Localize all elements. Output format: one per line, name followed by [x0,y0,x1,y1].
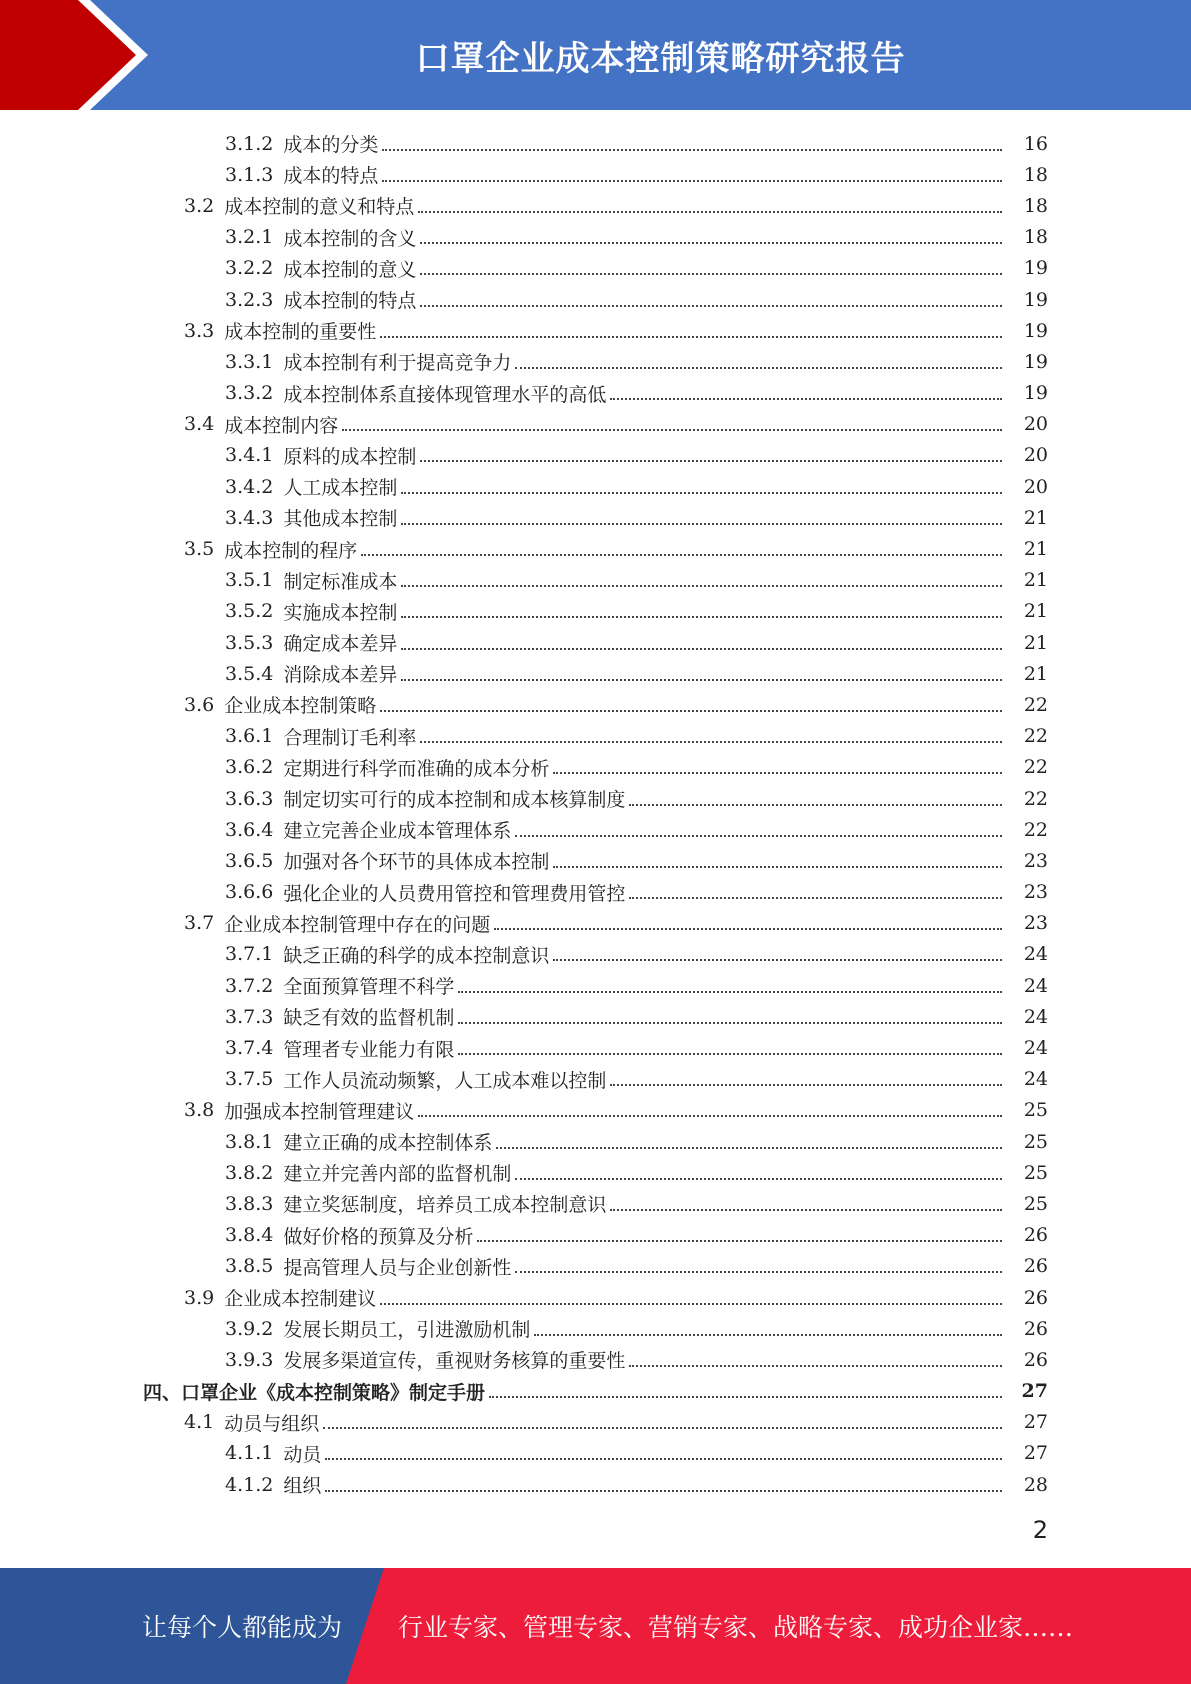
toc-entry-page: 22 [1023,756,1048,779]
toc-entry-number: 3.6 [184,693,215,716]
toc-entry-number: 3.8.2 [225,1161,274,1184]
toc-dot-leader [534,1334,1002,1336]
toc-dot-leader [610,1084,1002,1086]
toc-entry-number: 3.8.1 [225,1130,274,1153]
toc-entry-number: 3.7.1 [225,943,274,966]
header-arrow-decoration [0,0,160,110]
toc-entry-page: 27 [1021,1380,1048,1403]
toc-entry[interactable] [0,1220,1191,1251]
toc-entry-title: 成本的分类 [283,134,379,157]
toc-entry-title: 全面预算管理不科学 [283,976,455,999]
toc-entry-number: 3.7.4 [225,1037,274,1060]
toc-entry-number: 3.8 [184,1099,215,1122]
toc-entry-title: 成本控制的特点 [283,290,417,313]
toc-entry-title: 动员 [283,1443,322,1466]
toc-entry-number: 3.7 [184,912,215,935]
toc-entry[interactable] [0,721,1191,752]
toc-entry-number: 3.3.2 [225,382,274,405]
toc-entry[interactable] [0,877,1191,908]
toc-entry-page: 19 [1023,382,1048,405]
toc-dot-leader [323,1427,1002,1429]
toc-dot-leader [420,741,1002,743]
toc-entry-page: 26 [1023,1348,1048,1371]
toc-entry-page: 27 [1023,1411,1048,1434]
toc-entry-page: 25 [1023,1161,1048,1184]
toc-entry[interactable] [0,1282,1191,1313]
toc-entry-number: 4.1 [184,1411,215,1434]
toc-dot-leader [458,1053,1002,1055]
toc-entry-page: 21 [1023,662,1048,685]
toc-entry-title: 成本控制的意义 [283,258,417,281]
toc-entry-page: 22 [1023,787,1048,810]
toc-entry-page: 19 [1023,288,1048,311]
toc-entry[interactable] [0,1469,1191,1500]
toc-entry-title: 定期进行科学而准确的成本分析 [283,757,550,780]
toc-entry-number: 3.8.3 [225,1192,274,1215]
toc-entry-page: 23 [1023,912,1048,935]
toc-dot-leader [382,149,1002,151]
toc-dot-leader [496,1147,1002,1149]
toc-dot-leader [458,1022,1002,1024]
toc-entry-title: 建立并完善内部的监督机制 [283,1163,512,1186]
toc-entry[interactable] [0,471,1191,502]
toc-dot-leader [629,897,1002,899]
toc-entry-number: 3.6.1 [225,725,274,748]
toc-entry[interactable] [0,128,1191,159]
toc-entry-page: 23 [1023,881,1048,904]
toc-entry-number: 3.7.2 [225,974,274,997]
toc-entry-page: 20 [1023,475,1048,498]
toc-entry-title: 确定成本差异 [283,633,398,656]
toc-dot-leader [401,648,1002,650]
toc-dot-leader [380,710,1002,712]
toc-dot-leader [515,835,1002,837]
toc-entry-title: 组织 [283,1475,322,1498]
toc-entry[interactable] [0,440,1191,471]
toc-entry-page: 24 [1023,1068,1048,1091]
toc-entry-title: 工作人员流动频繁，人工成本难以控制 [283,1069,607,1092]
toc-dot-leader [494,928,1002,930]
toc-entry-number: 3.5.2 [225,600,274,623]
toc-entry[interactable] [0,1376,1191,1407]
toc-dot-leader [342,429,1002,431]
toc-entry-number: 3.4.1 [225,444,274,467]
toc-entry-page: 21 [1023,569,1048,592]
toc-entry[interactable] [0,658,1191,689]
toc-dot-leader [515,367,1002,369]
toc-dot-leader [418,1115,1002,1117]
toc-entry-number: 3.6.6 [225,881,274,904]
toc-entry-title: 缺乏有效的监督机制 [283,1007,455,1030]
toc-entry-title: 成本控制的意义和特点 [224,196,415,219]
page-number: 2 [1032,1516,1048,1544]
toc-entry-number: 4.1.1 [225,1442,274,1465]
toc-entry-title: 制定切实可行的成本控制和成本核算制度 [283,789,626,812]
toc-entry-title: 做好价格的预算及分析 [283,1225,474,1248]
document-title: 口罩企业成本控制策略研究报告 [415,38,906,79]
toc-entry-title: 制定标准成本 [283,570,398,593]
toc-dot-leader [418,211,1002,213]
toc-entry-title: 建立奖惩制度，培养员工成本控制意识 [283,1194,607,1217]
toc-entry[interactable] [0,1313,1191,1344]
toc-entry[interactable] [0,1095,1191,1126]
toc-dot-leader [553,866,1002,868]
toc-entry-number: 3.4.2 [225,475,274,498]
toc-entry-title: 强化企业的人员费用管控和管理费用管控 [283,882,626,905]
toc-entry-title: 加强成本控制管理建议 [224,1100,415,1123]
toc-dot-leader [458,991,1002,993]
toc-entry-number: 3.5.1 [225,569,274,592]
toc-entry[interactable] [0,315,1191,346]
toc-entry-number: 3.5 [184,538,215,561]
toc-entry-title: 成本控制有利于提高竞争力 [283,352,512,375]
toc-entry-number: 3.6.3 [225,787,274,810]
toc-entry-title: 加强对各个环节的具体成本控制 [283,851,550,874]
toc-entry[interactable] [0,1407,1191,1438]
toc-entry-title: 动员与组织 [224,1412,320,1435]
toc-entry-page: 21 [1023,600,1048,623]
toc-entry-number: 4.1.2 [225,1473,274,1496]
toc-entry-number: 3.6.2 [225,756,274,779]
toc-entry[interactable] [0,752,1191,783]
toc-entry-page: 22 [1023,725,1048,748]
toc-entry-title: 消除成本差异 [283,664,398,687]
toc-entry[interactable] [0,190,1191,221]
toc-entry[interactable] [0,346,1191,377]
toc-entry-page: 22 [1023,693,1048,716]
toc-dot-leader [610,1209,1002,1211]
toc-dot-leader [401,492,1002,494]
toc-dot-leader [610,398,1002,400]
toc-entry-page: 20 [1023,444,1048,467]
page-footer [0,1568,1191,1684]
toc-dot-leader [420,460,1002,462]
toc-entry-number: 3.1.3 [225,163,274,186]
toc-dot-leader [401,585,1002,587]
toc-dot-leader [361,554,1002,556]
toc-entry-page: 16 [1023,132,1048,155]
toc-dot-leader [489,1396,1002,1398]
toc-entry-title: 成本控制内容 [224,414,339,437]
toc-dot-leader [401,679,1002,681]
toc-entry[interactable] [0,939,1191,970]
toc-dot-leader [380,1303,1002,1305]
toc-dot-leader [477,1240,1002,1242]
toc-entry-title: 四、口罩企业《成本控制策略》制定手册 [143,1381,486,1404]
toc-entry-page: 19 [1023,257,1048,280]
toc-entry-page: 25 [1023,1099,1048,1122]
toc-dot-leader [382,180,1002,182]
toc-entry[interactable] [0,596,1191,627]
toc-entry-number: 3.6.4 [225,818,274,841]
toc-entry[interactable] [0,1126,1191,1157]
toc-entry-page: 21 [1023,631,1048,654]
toc-entry-number: 3.4 [184,413,215,436]
toc-entry-number: 3.8.5 [225,1255,274,1278]
toc-entry-number: 3.2.2 [225,257,274,280]
toc-entry-number: 3.4.3 [225,506,274,529]
toc-entry[interactable] [0,565,1191,596]
toc-entry-page: 23 [1023,849,1048,872]
toc-entry-page: 18 [1023,226,1048,249]
toc-entry-number: 3.9.3 [225,1348,274,1371]
toc-entry[interactable] [0,1064,1191,1095]
toc-entry[interactable] [0,284,1191,315]
toc-entry-page: 24 [1023,943,1048,966]
toc-entry-number: 3.9.2 [225,1317,274,1340]
toc-entry-page: 24 [1023,1005,1048,1028]
toc-entry-number: 3.2 [184,194,215,217]
toc-entry-title: 发展长期员工，引进激励机制 [283,1319,531,1342]
toc-entry-page: 18 [1023,163,1048,186]
toc-entry[interactable] [0,1188,1191,1219]
toc-entry[interactable] [0,814,1191,845]
toc-dot-leader [553,959,1002,961]
toc-entry-number: 3.3.1 [225,350,274,373]
toc-entry-page: 27 [1023,1442,1048,1465]
table-of-contents [0,128,1191,1500]
toc-entry[interactable] [0,908,1191,939]
toc-entry-title: 成本的特点 [283,165,379,188]
toc-entry-title: 成本控制的程序 [224,539,358,562]
toc-entry-page: 26 [1023,1224,1048,1247]
footer-slogan-left: 让每个人都能成为 [142,1613,343,1642]
toc-entry-title: 企业成本控制策略 [224,695,377,718]
toc-dot-leader [401,616,1002,618]
toc-dot-leader [325,1490,1002,1492]
toc-entry-title: 成本控制的重要性 [224,321,377,344]
toc-dot-leader [420,305,1002,307]
toc-entry-page: 18 [1023,194,1048,217]
toc-entry[interactable] [0,689,1191,720]
toc-entry-number: 3.7.5 [225,1068,274,1091]
toc-entry-page: 19 [1023,319,1048,342]
toc-entry-number: 3.5.4 [225,662,274,685]
toc-dot-leader [515,1271,1002,1273]
toc-entry-page: 21 [1023,538,1048,561]
toc-entry-page: 22 [1023,818,1048,841]
toc-dot-leader [401,523,1002,525]
toc-entry-title: 建立正确的成本控制体系 [283,1132,493,1155]
toc-entry-title: 实施成本控制 [283,601,398,624]
toc-entry[interactable] [0,1032,1191,1063]
toc-entry[interactable] [0,1344,1191,1375]
toc-entry-title: 缺乏正确的科学的成本控制意识 [283,944,550,967]
toc-dot-leader [380,336,1002,338]
toc-entry-page: 25 [1023,1192,1048,1215]
toc-entry-page: 24 [1023,974,1048,997]
toc-entry-title: 成本控制的含义 [283,227,417,250]
toc-dot-leader [420,273,1002,275]
toc-entry[interactable] [0,409,1191,440]
toc-entry[interactable] [0,1438,1191,1469]
footer-slogan-right: 行业专家、管理专家、营销专家、战略专家、成功企业家…… [398,1613,1074,1642]
toc-entry[interactable] [0,1157,1191,1188]
toc-entry-page: 26 [1023,1286,1048,1309]
toc-entry[interactable] [0,253,1191,284]
toc-entry-title: 成本控制体系直接体现管理水平的高低 [283,383,607,406]
toc-dot-leader [629,1365,1002,1367]
toc-entry-page: 21 [1023,506,1048,529]
toc-entry[interactable] [0,627,1191,658]
toc-entry[interactable] [0,378,1191,409]
toc-entry-number: 3.1.2 [225,132,274,155]
page-header [0,0,1191,110]
toc-entry-number: 3.2.3 [225,288,274,311]
toc-entry-number: 3.7.3 [225,1005,274,1028]
toc-entry-title: 企业成本控制管理中存在的问题 [224,913,491,936]
toc-entry-title: 建立完善企业成本管理体系 [283,820,512,843]
toc-entry-page: 26 [1023,1255,1048,1278]
toc-entry-title: 合理制订毛利率 [283,726,417,749]
toc-entry[interactable] [0,1001,1191,1032]
toc-entry-page: 20 [1023,413,1048,436]
toc-entry-title: 企业成本控制建议 [224,1288,377,1311]
toc-entry-page: 24 [1023,1037,1048,1060]
toc-entry-number: 3.9 [184,1286,215,1309]
toc-entry-title: 其他成本控制 [283,508,398,531]
toc-entry-title: 提高管理人员与企业创新性 [283,1256,512,1279]
toc-entry-page: 25 [1023,1130,1048,1153]
toc-entry-number: 3.5.3 [225,631,274,654]
toc-entry[interactable] [0,159,1191,190]
toc-dot-leader [553,772,1002,774]
toc-entry-title: 管理者专业能力有限 [283,1038,455,1061]
toc-entry-page: 26 [1023,1317,1048,1340]
toc-dot-leader [420,242,1002,244]
toc-entry[interactable] [0,783,1191,814]
toc-entry-number: 3.2.1 [225,226,274,249]
toc-dot-leader [515,1178,1002,1180]
toc-entry[interactable] [0,1251,1191,1282]
toc-entry-number: 3.3 [184,319,215,342]
toc-entry-number: 3.6.5 [225,849,274,872]
toc-entry-title: 人工成本控制 [283,477,398,500]
toc-entry[interactable] [0,222,1191,253]
toc-entry[interactable] [0,502,1191,533]
toc-dot-leader [325,1458,1002,1460]
toc-dot-leader [629,804,1002,806]
toc-entry[interactable] [0,845,1191,876]
toc-entry-title: 发展多渠道宣传，重视财务核算的重要性 [283,1350,626,1373]
toc-entry[interactable] [0,970,1191,1001]
toc-entry[interactable] [0,533,1191,564]
toc-entry-number: 3.8.4 [225,1224,274,1247]
toc-entry-page: 19 [1023,350,1048,373]
toc-entry-page: 28 [1023,1473,1048,1496]
toc-entry-title: 原料的成本控制 [283,445,417,468]
